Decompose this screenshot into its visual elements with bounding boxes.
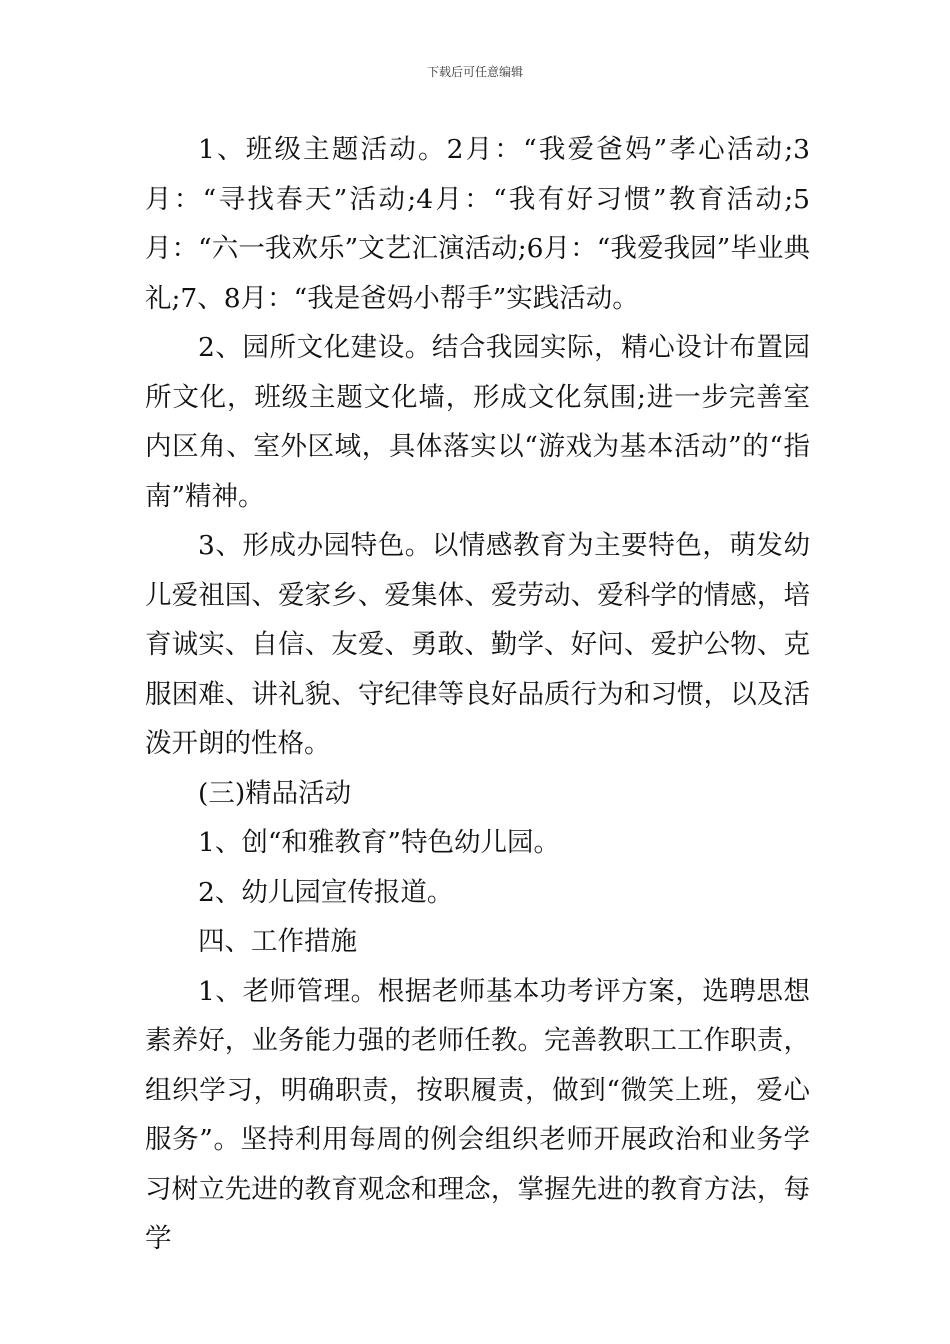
paragraph-teacher-management: 1、老师管理。根据老师基本功考评方案，选聘思想素养好，业务能力强的老师任教。完善教职工工作职责，组织学习，明确职责，按职履责，做到“微笑上班，爱心服务”。坚持利用每周的例会组织老师开展政治和业务学习树立先进的教育观念和理念，掌握先进的教育方法，每学 (145, 975, 810, 1254)
paragraph-campus-culture: 2、园所文化建设。结合我园实际，精心设计布置园所文化，班级主题文化墙，形成文化氛围;进一步完善室内区角、室外区域，具体落实以“游戏为基本活动”的“指南”精神。 (145, 332, 810, 512)
section-heading-work-measures: 四、工作措施 (198, 926, 357, 957)
list-item-harmony-education: 1、创“和雅教育”特色幼儿园。 (198, 827, 560, 858)
page-header: 下载后可任意编辑 (426, 65, 523, 79)
paragraph-class-theme-activities: 1、班级主题活动。2月：“我爱爸妈”孝心活动;3月：“寻找春天”活动;4月：“我有好习惯”教育活动;5月：“六一我欢乐”文艺汇演活动;6月：“我爱我园”毕业典礼;7、8月：“我是爸妈小帮手”实践活动。 (145, 134, 810, 314)
section-heading-premium-activities: (三)精品活动 (198, 777, 352, 809)
document-body (145, 125, 810, 1264)
list-item-publicity: 2、幼儿园宣传报道。 (198, 876, 454, 908)
paragraph-school-features: 3、形成办园特色。以情感教育为主要特色，萌发幼儿爱祖国、爱家乡、爱集体、爱劳动、爱科学的情感，培育诚实、自信、友爱、勇敢、勤学、好问、爱护公物、克服困难、讲礼貌、守纪律等良好品质行为和习惯，以及活泼开朗的性格。 (145, 530, 810, 759)
